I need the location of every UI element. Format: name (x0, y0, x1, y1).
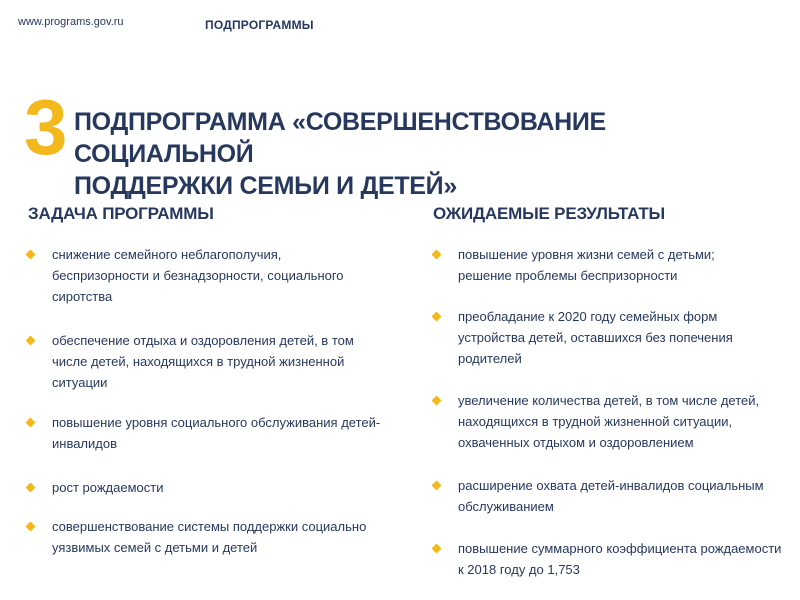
tasks-list (52, 244, 392, 584)
result-item-line: устройства детей, оставшихся без попечения (458, 330, 733, 345)
result-item-line: охваченных отдыхом и оздоровлением (458, 435, 694, 450)
result-item-line: обслуживанием (458, 499, 554, 514)
diamond-bullet-icon (26, 418, 36, 428)
site-url: www.programs.gov.ru (18, 16, 124, 28)
results-list (458, 244, 790, 584)
task-item (52, 244, 392, 307)
result-item (458, 538, 790, 580)
diamond-bullet-icon (432, 312, 442, 322)
task-item (52, 330, 392, 393)
result-item-line: находящихся в трудной жизненной ситуации, (458, 414, 733, 429)
task-item-line: совершенствование системы поддержки социально (52, 519, 367, 534)
result-item-line: к 2018 году до 1,753 (458, 562, 580, 577)
program-number: 3 (24, 83, 68, 171)
result-item (458, 306, 790, 369)
program-title (74, 106, 774, 202)
program-title-line: ПОДПРОГРАММА «СОВЕРШЕНСТВОВАНИЕ СОЦИАЛЬНОЙ (74, 108, 606, 168)
task-item (52, 412, 392, 454)
task-item-line: повышение уровня социального обслуживания детей- (52, 415, 381, 430)
task-item-line: беспризорности и безнадзорности, социального (52, 268, 344, 283)
diamond-bullet-icon (26, 522, 36, 532)
result-item-line: увеличение количества детей, в том числе детей, (458, 393, 760, 408)
task-item-line: уязвимых семей с детьми и детей (52, 540, 258, 555)
diamond-bullet-icon (432, 396, 442, 406)
result-item-line: решение проблемы беспризорности (458, 268, 678, 283)
program-title-line: ПОДДЕРЖКИ СЕМЬИ И ДЕТЕЙ» (74, 172, 457, 200)
diamond-bullet-icon (26, 336, 36, 346)
diamond-bullet-icon (432, 544, 442, 554)
results-heading: ОЖИДАЕМЫЕ РЕЗУЛЬТАТЫ (433, 204, 665, 223)
task-item-line: ситуации (52, 375, 108, 390)
task-item (52, 516, 392, 558)
task-item-line: снижение семейного неблагополучия, (52, 247, 282, 262)
task-item-line: числе детей, находящихся в трудной жизненной (52, 354, 345, 369)
task-item (52, 477, 392, 498)
result-item (458, 475, 790, 517)
diamond-bullet-icon (432, 250, 442, 260)
result-item (458, 390, 790, 453)
result-item-line: повышение суммарного коэффициента рождаемости (458, 541, 782, 556)
diamond-bullet-icon (432, 481, 442, 491)
diamond-bullet-icon (26, 250, 36, 260)
task-item-line: обеспечение отдыха и оздоровления детей, в том (52, 333, 354, 348)
task-item-line: инвалидов (52, 436, 117, 451)
result-item-line: повышение уровня жизни семей с детьми; (458, 247, 715, 262)
tasks-heading: ЗАДАЧА ПРОГРАММЫ (28, 204, 214, 223)
section-label: ПОДПРОГРАММЫ (205, 18, 314, 32)
diamond-bullet-icon (26, 483, 36, 493)
result-item-line: родителей (458, 351, 522, 366)
task-item-line: сиротства (52, 289, 113, 304)
task-item-line: рост рождаемости (52, 480, 164, 495)
result-item (458, 244, 790, 286)
result-item-line: расширение охвата детей-инвалидов социальным (458, 478, 764, 493)
result-item-line: преобладание к 2020 году семейных форм (458, 309, 718, 324)
